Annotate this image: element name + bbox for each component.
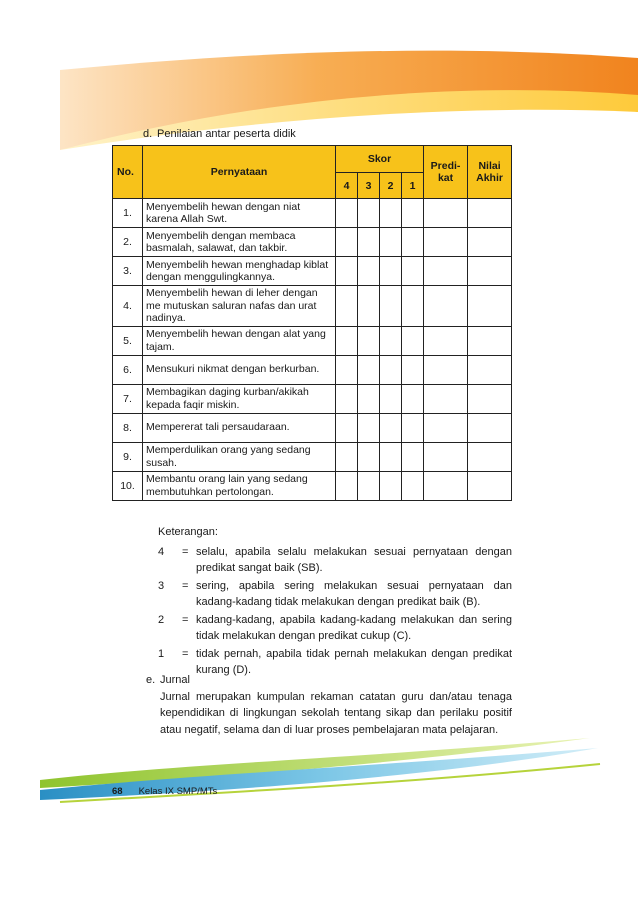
section-d-title: Penilaian antar peserta didik xyxy=(157,128,296,140)
keterangan-equals: = xyxy=(182,647,189,660)
score-4-cell[interactable] xyxy=(336,326,358,355)
table-row xyxy=(113,384,512,413)
section-e-title: Jurnal xyxy=(160,674,190,686)
keterangan-item xyxy=(158,612,512,645)
header-score-2: 2 xyxy=(380,173,402,199)
table-row xyxy=(113,471,512,500)
table-row xyxy=(113,442,512,471)
keterangan-equals: = xyxy=(182,613,189,626)
final-score-cell[interactable] xyxy=(468,471,512,500)
score-1-cell[interactable] xyxy=(402,413,424,442)
score-4-cell[interactable] xyxy=(336,355,358,384)
score-1-cell[interactable] xyxy=(402,228,424,257)
keterangan-item xyxy=(158,578,512,611)
score-1-cell[interactable] xyxy=(402,326,424,355)
row-number: 1. xyxy=(113,199,143,228)
predicate-cell[interactable] xyxy=(424,199,468,228)
keterangan-description: tidak pernah, apabila tidak pernah melakukan dengan predikat kurang (D). xyxy=(196,647,512,676)
header-statement: Pernyataan xyxy=(143,146,336,199)
keterangan-item xyxy=(158,544,512,577)
predicate-cell[interactable] xyxy=(424,228,468,257)
predicate-cell[interactable] xyxy=(424,384,468,413)
section-e-body: Jurnal merupakan kumpulan rekaman catatan guru dan/atau tenaga kependidikan di lingkungan sekolah tentang sikap dan perilaku positif atau negatif, selama dan di luar proses pembelajaran mata pelajaran. xyxy=(160,690,512,736)
row-number: 5. xyxy=(113,326,143,355)
predicate-cell[interactable] xyxy=(424,286,468,327)
predicate-cell[interactable] xyxy=(424,413,468,442)
final-score-cell[interactable] xyxy=(468,326,512,355)
score-1-cell[interactable] xyxy=(402,257,424,286)
page-footer xyxy=(112,786,217,797)
final-score-cell[interactable] xyxy=(468,413,512,442)
keterangan-description: sering, apabila sering melakukan sesuai pernyataan dan kadang-kadang tidak melakukan dengan predikat baik (B). xyxy=(196,579,512,608)
score-2-cell[interactable] xyxy=(380,326,402,355)
score-4-cell[interactable] xyxy=(336,228,358,257)
keterangan-description: kadang-kadang, apabila kadang-kadang melakukan dan sering tidak melakukan dengan predikat cukup (C). xyxy=(196,613,512,642)
row-statement: Menyembelih hewan dengan alat yang tajam. xyxy=(143,326,336,355)
section-e xyxy=(146,672,512,738)
row-number: 6. xyxy=(113,355,143,384)
keterangan-equals: = xyxy=(182,579,189,592)
final-score-cell[interactable] xyxy=(468,228,512,257)
page-number: 68 xyxy=(112,786,123,797)
predicate-cell[interactable] xyxy=(424,471,468,500)
table-row xyxy=(113,326,512,355)
row-number: 4. xyxy=(113,286,143,327)
row-number: 8. xyxy=(113,413,143,442)
table-row xyxy=(113,257,512,286)
predicate-cell[interactable] xyxy=(424,326,468,355)
keterangan-block xyxy=(158,524,512,680)
row-number: 9. xyxy=(113,442,143,471)
predicate-cell[interactable] xyxy=(424,355,468,384)
score-1-cell[interactable] xyxy=(402,355,424,384)
header-score-3: 3 xyxy=(358,173,380,199)
header-no: No. xyxy=(113,146,143,199)
score-4-cell[interactable] xyxy=(336,471,358,500)
score-2-cell[interactable] xyxy=(380,413,402,442)
top-wave-decoration xyxy=(0,0,638,150)
score-2-cell[interactable] xyxy=(380,384,402,413)
score-3-cell[interactable] xyxy=(358,326,380,355)
keterangan-title: Keterangan: xyxy=(158,526,218,538)
row-statement: Memperdulikan orang yang sedang susah. xyxy=(143,442,336,471)
score-4-cell[interactable] xyxy=(336,442,358,471)
keterangan-description: selalu, apabila selalu melakukan sesuai pernyataan dengan predikat sangat baik (SB). xyxy=(196,545,512,574)
table-row xyxy=(113,355,512,384)
final-score-cell[interactable] xyxy=(468,355,512,384)
section-d-heading xyxy=(143,128,296,140)
score-3-cell[interactable] xyxy=(358,286,380,327)
row-statement: Menyembelih hewan di leher dengan me mutuskan saluran nafas dan urat nadinya. xyxy=(143,286,336,327)
section-e-letter: e. xyxy=(146,674,156,686)
score-2-cell[interactable] xyxy=(380,355,402,384)
score-4-cell[interactable] xyxy=(336,413,358,442)
keterangan-key: 4 xyxy=(158,545,165,558)
row-number: 10. xyxy=(113,471,143,500)
keterangan-key: 1 xyxy=(158,647,165,660)
table-row xyxy=(113,199,512,228)
table-row xyxy=(113,413,512,442)
score-3-cell[interactable] xyxy=(358,442,380,471)
row-statement: Mensukuri nikmat dengan berkurban. xyxy=(143,355,336,384)
score-2-cell[interactable] xyxy=(380,199,402,228)
header-predicate: Predi- kat xyxy=(424,146,468,199)
score-2-cell[interactable] xyxy=(380,442,402,471)
final-score-cell[interactable] xyxy=(468,384,512,413)
header-score-4: 4 xyxy=(336,173,358,199)
score-1-cell[interactable] xyxy=(402,471,424,500)
final-score-cell[interactable] xyxy=(468,286,512,327)
final-score-cell[interactable] xyxy=(468,199,512,228)
score-2-cell[interactable] xyxy=(380,257,402,286)
row-statement: Menyembelih hewan menghadap kiblat dengan menggulingkannya. xyxy=(143,257,336,286)
section-d-letter: d. xyxy=(143,128,153,140)
score-2-cell[interactable] xyxy=(380,286,402,327)
score-3-cell[interactable] xyxy=(358,228,380,257)
score-2-cell[interactable] xyxy=(380,228,402,257)
row-number: 2. xyxy=(113,228,143,257)
score-4-cell[interactable] xyxy=(336,384,358,413)
assessment-table xyxy=(112,145,512,501)
predicate-cell[interactable] xyxy=(424,442,468,471)
bottom-wave-decoration xyxy=(0,730,638,810)
keterangan-key: 3 xyxy=(158,579,165,592)
score-1-cell[interactable] xyxy=(402,442,424,471)
row-statement: Menyembelih dengan membaca basmalah, salawat, dan takbir. xyxy=(143,228,336,257)
score-3-cell[interactable] xyxy=(358,257,380,286)
score-2-cell[interactable] xyxy=(380,471,402,500)
score-1-cell[interactable] xyxy=(402,286,424,327)
header-final-score: Nilai Akhir xyxy=(468,146,512,199)
keterangan-key: 2 xyxy=(158,613,165,626)
predicate-cell[interactable] xyxy=(424,257,468,286)
score-4-cell[interactable] xyxy=(336,286,358,327)
row-statement: Menyembelih hewan dengan niat karena Allah Swt. xyxy=(143,199,336,228)
score-3-cell[interactable] xyxy=(358,471,380,500)
table-row xyxy=(113,228,512,257)
score-3-cell[interactable] xyxy=(358,413,380,442)
final-score-cell[interactable] xyxy=(468,442,512,471)
score-3-cell[interactable] xyxy=(358,355,380,384)
row-number: 7. xyxy=(113,384,143,413)
score-3-cell[interactable] xyxy=(358,384,380,413)
score-4-cell[interactable] xyxy=(336,199,358,228)
header-score-1: 1 xyxy=(402,173,424,199)
table-row xyxy=(113,286,512,327)
final-score-cell[interactable] xyxy=(468,257,512,286)
row-statement: Membagikan daging kurban/akikah kepada faqir miskin. xyxy=(143,384,336,413)
row-statement: Mempererat tali persaudaraan. xyxy=(143,413,336,442)
score-1-cell[interactable] xyxy=(402,384,424,413)
keterangan-equals: = xyxy=(182,545,189,558)
score-1-cell[interactable] xyxy=(402,199,424,228)
header-score: Skor xyxy=(336,146,424,173)
book-title: Kelas IX SMP/MTs xyxy=(138,786,218,797)
score-3-cell[interactable] xyxy=(358,199,380,228)
score-4-cell[interactable] xyxy=(336,257,358,286)
row-statement: Membantu orang lain yang sedang membutuhkan pertolongan. xyxy=(143,471,336,500)
row-number: 3. xyxy=(113,257,143,286)
